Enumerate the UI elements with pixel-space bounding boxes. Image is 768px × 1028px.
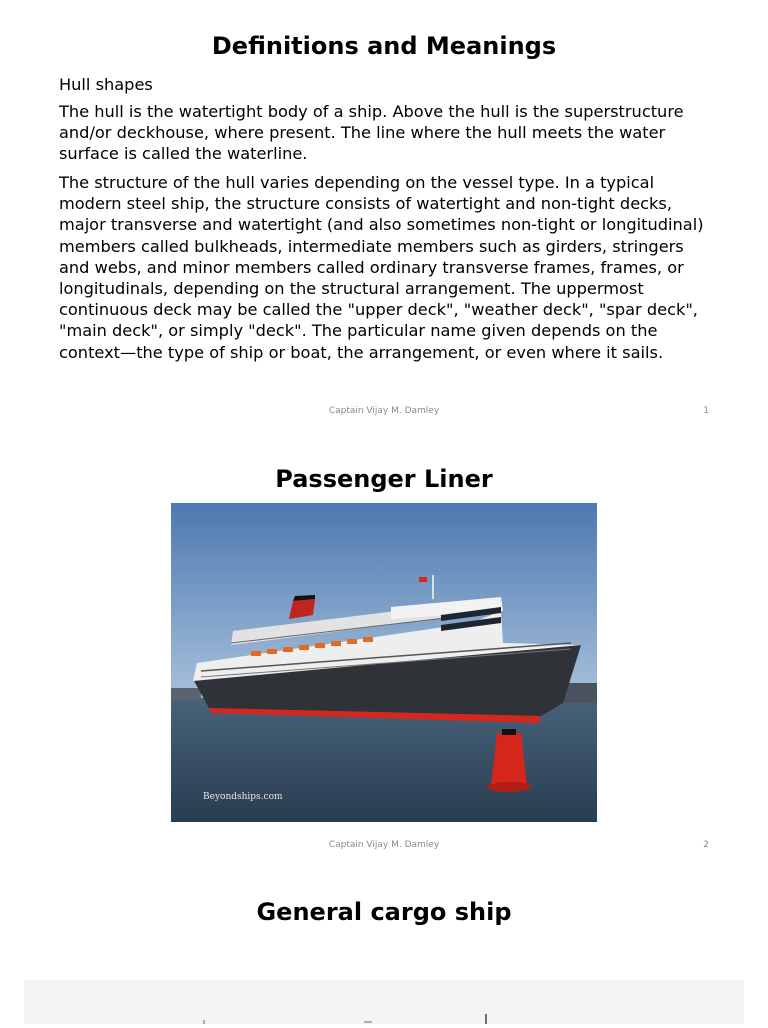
paragraph-hull-structure: The structure of the hull varies depending on the vessel type. In a typical modern steel ship, the structure consists of watertight and non-tight decks, major transverse and watertight (and also sometimes non-tight or longitudinal) members called bulkheads, intermediate members such as girders, stringers and webs, and minor members called ordinary transverse frames, frames, or longitudinals, depending on the structural arrangement. The uppermost continuous deck may be called the "upper deck", "weather deck", "spar deck", "main deck", or simply "deck". The particular name given depends on the context—the type of ship or boat, the arrangement, or even where it sails.	[59, 173, 704, 362]
paragraph-hull-definition: The hull is the watertight body of a ship. Above the hull is the superstructure and/or deckhouse, where present. The line where the hull meets the water surface is called the waterline.	[59, 102, 684, 164]
slide-3-title: General cargo ship	[256, 898, 512, 926]
page-number-2: 2	[703, 840, 709, 850]
photo-watermark: Beyondships.com	[203, 792, 283, 802]
footer-author-2: Captain Vijay M. Damley	[328, 840, 440, 850]
footer-author: Captain Vijay M. Damley	[328, 406, 440, 416]
page-number: 1	[703, 406, 709, 416]
cargo-ship-image-area	[24, 980, 744, 1024]
subheading-hull-shapes: Hull shapes	[59, 75, 153, 94]
slide-1-title: Definitions and Meanings	[211, 32, 557, 60]
passenger-liner-photo	[171, 503, 597, 822]
slide-2-title: Passenger Liner	[275, 465, 493, 493]
